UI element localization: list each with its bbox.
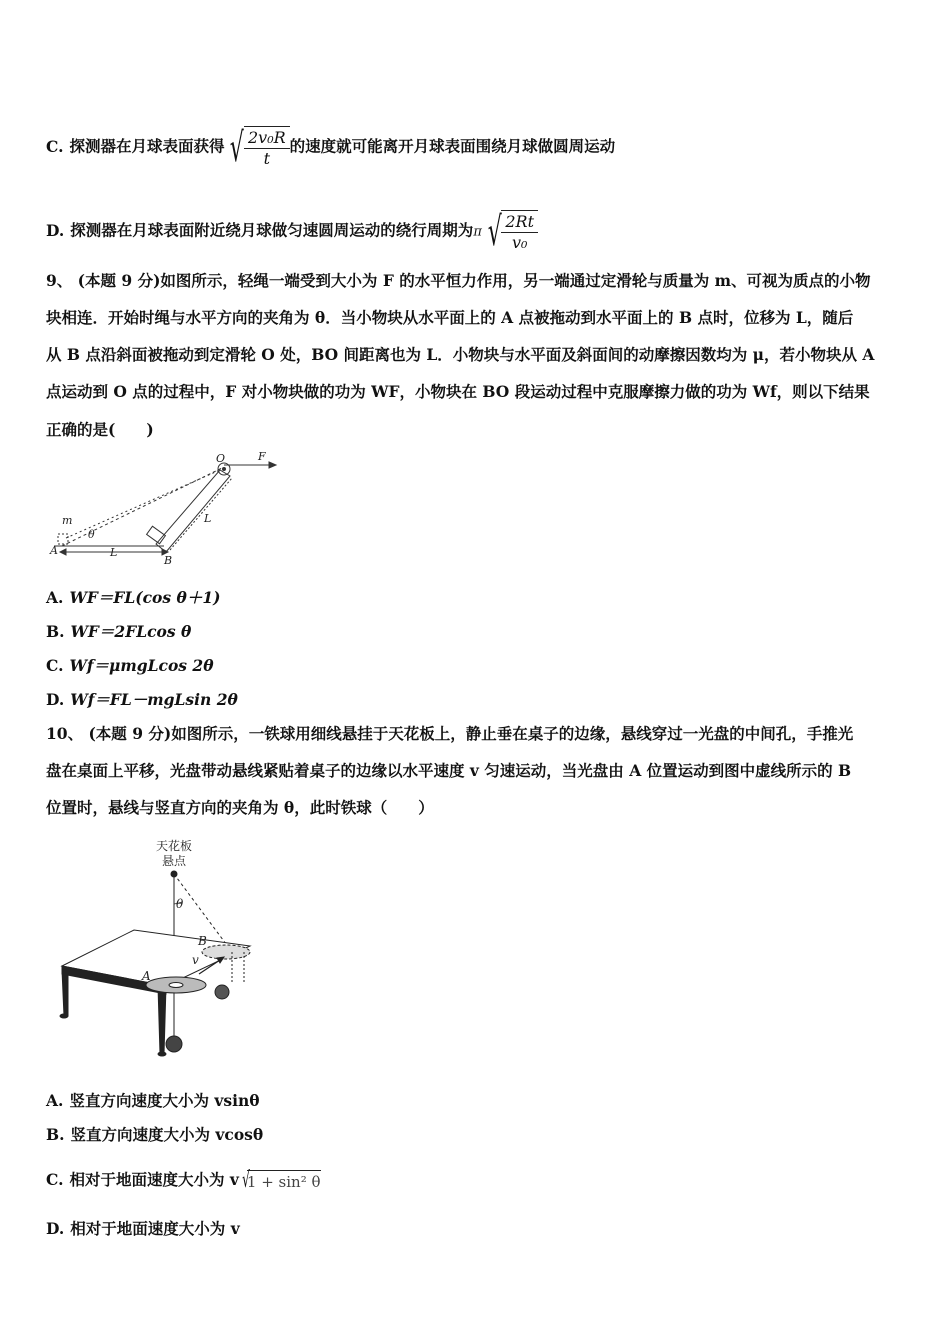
q9-option-d <box>46 690 238 710</box>
sqrt-expression: √ 1 + sin² θ <box>242 1168 321 1193</box>
label-theta: θ <box>88 528 95 541</box>
option-label: B. <box>46 1125 65 1144</box>
label-a: A <box>142 969 151 983</box>
q10-line-2: 盘在桌面上平移，光盘带动悬线紧贴着桌子的边缘以水平速度 v 匀速运动，当光盘由 A 位置运动到图中虚线所示的 B <box>46 761 852 780</box>
disc-b <box>202 945 250 959</box>
option-text: 竖直方向速度大小为 vsinθ <box>69 1091 260 1110</box>
ball-a <box>166 1036 182 1052</box>
rope-dashed <box>62 468 222 546</box>
q9-option-a <box>46 588 220 608</box>
option-text: 竖直方向速度大小为 vcosθ <box>70 1125 264 1144</box>
option-label: A. <box>46 1091 64 1110</box>
option-label: D. <box>46 220 65 240</box>
label-o: O <box>216 452 226 465</box>
option-label: D. <box>46 1219 65 1238</box>
q9-line-5: 正确的是( ) <box>46 420 154 439</box>
option-label: C. <box>46 656 64 675</box>
label-a: A <box>50 544 58 557</box>
q9-line-2: 块相连．开始时绳与水平方向的夹角为 θ．当小物块从水平面上的 A 点被拖动到水平面上的 B 点时，位移为 L，随后 <box>46 308 854 327</box>
label-b: B <box>164 554 173 567</box>
option-label: B. <box>46 622 65 641</box>
label-l2: L <box>204 512 212 525</box>
prev-option-d <box>46 210 538 253</box>
block-on-incline <box>147 526 166 543</box>
q10-option-c <box>46 1170 321 1192</box>
q10-option-d <box>46 1219 240 1239</box>
label-theta: θ <box>176 897 184 911</box>
sqrt-expression: √ $\frac{\text{2v₀R}}{t}$ <box>224 126 289 169</box>
option-text: 相对于地面速度大小为 v <box>70 1219 240 1238</box>
force-arrowhead <box>269 462 276 468</box>
option-text-after: 的速度就可能离开月球表面围绕月球做圆周运动 <box>289 136 616 156</box>
fraction-denominator: v₀ <box>511 233 528 252</box>
q10-option-a <box>46 1091 260 1111</box>
label-m: m <box>62 514 73 527</box>
option-text: WF＝FL(cos θ＋1) <box>69 588 221 607</box>
sqrt-expression: √ $\frac{2Rt}{\text{v₀}}$ <box>482 210 538 253</box>
pi-symbol: π <box>473 224 482 240</box>
prev-option-c <box>46 126 615 169</box>
option-text: Wf＝FL－mgLsin 2θ <box>70 690 238 709</box>
option-text: WF＝2FLcos θ <box>70 622 192 641</box>
q9-line-1: 9、 (本题 9 分)如图所示，轻绳一端受到大小为 F 的水平恒力作用，另一端通过定滑轮与质量为 m、可视为质点的小物 <box>46 271 871 290</box>
label-v: v <box>192 953 199 967</box>
q10-option-b <box>46 1125 263 1145</box>
q10-line-1: 10、 (本题 9 分)如图所示，一铁球用细线悬挂于天花板上，静止垂在桌子的边缘，悬线穿过一光盘的中间孔，手推光 <box>46 724 854 743</box>
label-ceiling: 天花板 <box>156 839 193 853</box>
fraction-numerator: 2Rt <box>501 212 538 233</box>
label-suspension: 悬点 <box>162 854 187 868</box>
table-leg-1 <box>62 970 68 1016</box>
sqrt-body: 1 + sin² θ <box>247 1170 321 1192</box>
option-text: Wf＝μmgLcos 2θ <box>69 656 214 675</box>
table-leg-2 <box>158 986 166 1054</box>
option-text: 探测器在月球表面获得 <box>69 136 225 156</box>
q9-figure <box>44 448 284 570</box>
option-label: C. <box>46 136 64 156</box>
ball-b <box>215 985 229 999</box>
option-text: 探测器在月球表面附近绕月球做匀速圆周运动的绕行周期为 <box>70 220 474 240</box>
label-l1: L <box>110 546 118 559</box>
q9-line-3: 从 B 点沿斜面被拖动到定滑轮 O 处，BO 间距离也为 L．小物块与水平面及斜面间的动摩擦因数均为 μ，若小物块从 A <box>46 345 875 364</box>
q9-option-c <box>46 656 214 676</box>
fraction-denominator: t <box>263 149 271 168</box>
option-label: D. <box>46 690 65 709</box>
label-b: B <box>198 934 207 948</box>
block-m <box>58 534 68 544</box>
label-f: F <box>258 450 266 463</box>
option-text: 相对于地面速度大小为 v <box>69 1170 239 1189</box>
q9-option-b <box>46 622 191 642</box>
option-label: A. <box>46 588 64 607</box>
option-label: C. <box>46 1170 64 1189</box>
q10-line-3: 位置时，悬线与竖直方向的夹角为 θ，此时铁球（ ） <box>46 798 434 817</box>
fraction-numerator: 2v₀R <box>244 128 290 149</box>
q10-figure <box>54 834 264 1060</box>
q9-line-4: 点运动到 O 点的过程中，F 对小物块做的功为 WF，小物块在 BO 段运动过程中克服摩擦力做的功为 Wf，则以下结果 <box>46 382 870 401</box>
